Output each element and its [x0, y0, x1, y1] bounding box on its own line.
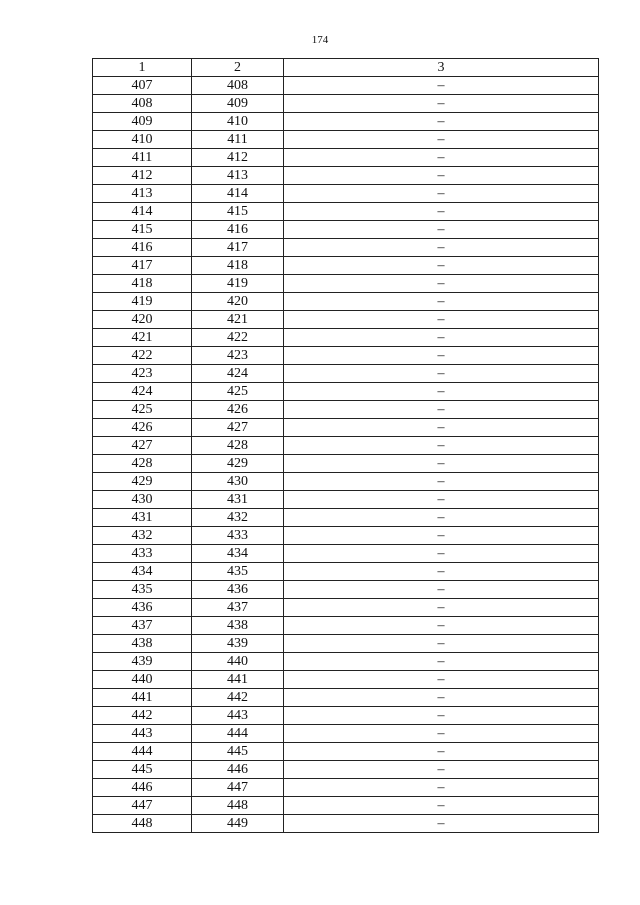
table-cell-col1: 446	[93, 779, 192, 797]
table-cell-col2: 426	[192, 401, 284, 419]
table-cell-col1: 443	[93, 725, 192, 743]
table-row	[93, 545, 599, 563]
table-cell-col3: –	[284, 563, 599, 581]
table-cell-col2: 449	[192, 815, 284, 833]
table-cell-col1: 445	[93, 761, 192, 779]
table-cell-col2: 439	[192, 635, 284, 653]
table-cell-col3: –	[284, 383, 599, 401]
table-cell-col3: –	[284, 329, 599, 347]
table-row	[93, 149, 599, 167]
table-cell-col2: 418	[192, 257, 284, 275]
table-row	[93, 239, 599, 257]
table-row	[93, 401, 599, 419]
table-cell-col1: 424	[93, 383, 192, 401]
table-row	[93, 617, 599, 635]
table-cell-col1: 407	[93, 77, 192, 95]
table-cell-col3: –	[284, 149, 599, 167]
table-cell-col2: 409	[192, 95, 284, 113]
table-cell-col1: 429	[93, 473, 192, 491]
table-cell-col3: –	[284, 167, 599, 185]
table-cell-col1: 410	[93, 131, 192, 149]
table-cell-col1: 437	[93, 617, 192, 635]
table-cell-col2: 423	[192, 347, 284, 365]
table-cell-col2: 413	[192, 167, 284, 185]
table-row	[93, 113, 599, 131]
table-cell-col2: 411	[192, 131, 284, 149]
table-cell-col3: –	[284, 671, 599, 689]
table-cell-col2: 443	[192, 707, 284, 725]
table-cell-col1: 428	[93, 455, 192, 473]
table-row	[93, 221, 599, 239]
table-row	[93, 671, 599, 689]
table-cell-col3: –	[284, 707, 599, 725]
table-cell-col1: 414	[93, 203, 192, 221]
table-cell-col2: 410	[192, 113, 284, 131]
table-cell-col2: 425	[192, 383, 284, 401]
table-cell-col2: 429	[192, 455, 284, 473]
table-row	[93, 455, 599, 473]
table-cell-col2: 435	[192, 563, 284, 581]
table-row	[93, 491, 599, 509]
column-header-2: 2	[192, 59, 284, 77]
table-cell-col3: –	[284, 491, 599, 509]
table-row	[93, 815, 599, 833]
table-cell-col1: 413	[93, 185, 192, 203]
table-cell-col3: –	[284, 815, 599, 833]
table-cell-col3: –	[284, 437, 599, 455]
table-row	[93, 293, 599, 311]
table-cell-col1: 419	[93, 293, 192, 311]
table-cell-col2: 442	[192, 689, 284, 707]
table-cell-col1: 430	[93, 491, 192, 509]
table-cell-col3: –	[284, 131, 599, 149]
table-cell-col2: 431	[192, 491, 284, 509]
table-cell-col2: 441	[192, 671, 284, 689]
table-row	[93, 797, 599, 815]
table-cell-col1: 432	[93, 527, 192, 545]
table-cell-col3: –	[284, 797, 599, 815]
table-cell-col3: –	[284, 275, 599, 293]
table-row	[93, 419, 599, 437]
table-row	[93, 347, 599, 365]
table-cell-col2: 427	[192, 419, 284, 437]
table-cell-col2: 416	[192, 221, 284, 239]
table-cell-col2: 444	[192, 725, 284, 743]
table-cell-col3: –	[284, 473, 599, 491]
table-cell-col3: –	[284, 599, 599, 617]
table-cell-col3: –	[284, 95, 599, 113]
table-cell-col3: –	[284, 617, 599, 635]
table-cell-col2: 440	[192, 653, 284, 671]
table-cell-col1: 433	[93, 545, 192, 563]
table-row	[93, 473, 599, 491]
table-cell-col1: 422	[93, 347, 192, 365]
table-cell-col2: 408	[192, 77, 284, 95]
table-cell-col2: 437	[192, 599, 284, 617]
table-row	[93, 689, 599, 707]
table-cell-col2: 438	[192, 617, 284, 635]
table-cell-col2: 424	[192, 365, 284, 383]
table-cell-col3: –	[284, 365, 599, 383]
table-row	[93, 725, 599, 743]
table-row	[93, 131, 599, 149]
table-cell-col1: 434	[93, 563, 192, 581]
table-cell-col3: –	[284, 185, 599, 203]
table-row	[93, 365, 599, 383]
table-row	[93, 257, 599, 275]
table-cell-col1: 436	[93, 599, 192, 617]
table-cell-col3: –	[284, 743, 599, 761]
table-cell-col2: 430	[192, 473, 284, 491]
table-cell-col2: 421	[192, 311, 284, 329]
table-cell-col1: 448	[93, 815, 192, 833]
table-cell-col2: 415	[192, 203, 284, 221]
table-cell-col1: 441	[93, 689, 192, 707]
table-cell-col2: 419	[192, 275, 284, 293]
table-cell-col2: 436	[192, 581, 284, 599]
table-row	[93, 653, 599, 671]
column-header-3: 3	[284, 59, 599, 77]
table-cell-col2: 420	[192, 293, 284, 311]
table-cell-col3: –	[284, 761, 599, 779]
table-cell-col2: 417	[192, 239, 284, 257]
table-header-row	[93, 59, 599, 77]
table-cell-col3: –	[284, 779, 599, 797]
table-cell-col2: 422	[192, 329, 284, 347]
table-cell-col1: 418	[93, 275, 192, 293]
table-cell-col1: 444	[93, 743, 192, 761]
table-row	[93, 527, 599, 545]
table-row	[93, 383, 599, 401]
table-cell-col2: 428	[192, 437, 284, 455]
table-row	[93, 635, 599, 653]
table-cell-col1: 411	[93, 149, 192, 167]
table-row	[93, 509, 599, 527]
table-cell-col1: 423	[93, 365, 192, 383]
table-cell-col2: 412	[192, 149, 284, 167]
page-number: 174	[311, 34, 329, 46]
table-cell-col1: 426	[93, 419, 192, 437]
table-cell-col2: 432	[192, 509, 284, 527]
table-cell-col1: 431	[93, 509, 192, 527]
table-row	[93, 95, 599, 113]
table-cell-col3: –	[284, 113, 599, 131]
table-cell-col3: –	[284, 527, 599, 545]
column-header-1: 1	[93, 59, 192, 77]
table-cell-col1: 421	[93, 329, 192, 347]
data-table	[92, 58, 599, 833]
table-cell-col3: –	[284, 77, 599, 95]
table-row	[93, 563, 599, 581]
table-cell-col1: 439	[93, 653, 192, 671]
table-row	[93, 437, 599, 455]
table-row	[93, 203, 599, 221]
table-cell-col1: 417	[93, 257, 192, 275]
table-cell-col1: 408	[93, 95, 192, 113]
table-cell-col1: 415	[93, 221, 192, 239]
table-cell-col3: –	[284, 203, 599, 221]
table-cell-col3: –	[284, 689, 599, 707]
table-row	[93, 761, 599, 779]
table-cell-col2: 434	[192, 545, 284, 563]
table-cell-col3: –	[284, 239, 599, 257]
table-cell-col1: 427	[93, 437, 192, 455]
table-cell-col3: –	[284, 419, 599, 437]
table-row	[93, 311, 599, 329]
table-body	[93, 77, 599, 833]
table-cell-col1: 435	[93, 581, 192, 599]
table-cell-col3: –	[284, 581, 599, 599]
table-cell-col1: 442	[93, 707, 192, 725]
table-row	[93, 743, 599, 761]
table-cell-col3: –	[284, 401, 599, 419]
table-cell-col1: 440	[93, 671, 192, 689]
table-cell-col3: –	[284, 545, 599, 563]
table-cell-col3: –	[284, 221, 599, 239]
table-cell-col3: –	[284, 293, 599, 311]
table-cell-col3: –	[284, 725, 599, 743]
table-cell-col3: –	[284, 257, 599, 275]
table-cell-col1: 425	[93, 401, 192, 419]
table-cell-col1: 412	[93, 167, 192, 185]
table-cell-col1: 416	[93, 239, 192, 257]
table-cell-col1: 438	[93, 635, 192, 653]
table-row	[93, 77, 599, 95]
table-cell-col2: 433	[192, 527, 284, 545]
table-row	[93, 167, 599, 185]
table-cell-col3: –	[284, 455, 599, 473]
table-row	[93, 329, 599, 347]
table-cell-col2: 414	[192, 185, 284, 203]
table-row	[93, 599, 599, 617]
table-cell-col2: 446	[192, 761, 284, 779]
table-cell-col3: –	[284, 635, 599, 653]
table-cell-col3: –	[284, 653, 599, 671]
table-row	[93, 707, 599, 725]
table-cell-col2: 445	[192, 743, 284, 761]
table-cell-col3: –	[284, 347, 599, 365]
table-row	[93, 275, 599, 293]
table-cell-col2: 447	[192, 779, 284, 797]
table-row	[93, 581, 599, 599]
table-row	[93, 185, 599, 203]
table-row	[93, 779, 599, 797]
table-cell-col3: –	[284, 311, 599, 329]
table-cell-col1: 420	[93, 311, 192, 329]
table-cell-col1: 409	[93, 113, 192, 131]
table-cell-col2: 448	[192, 797, 284, 815]
table-cell-col3: –	[284, 509, 599, 527]
table-cell-col1: 447	[93, 797, 192, 815]
